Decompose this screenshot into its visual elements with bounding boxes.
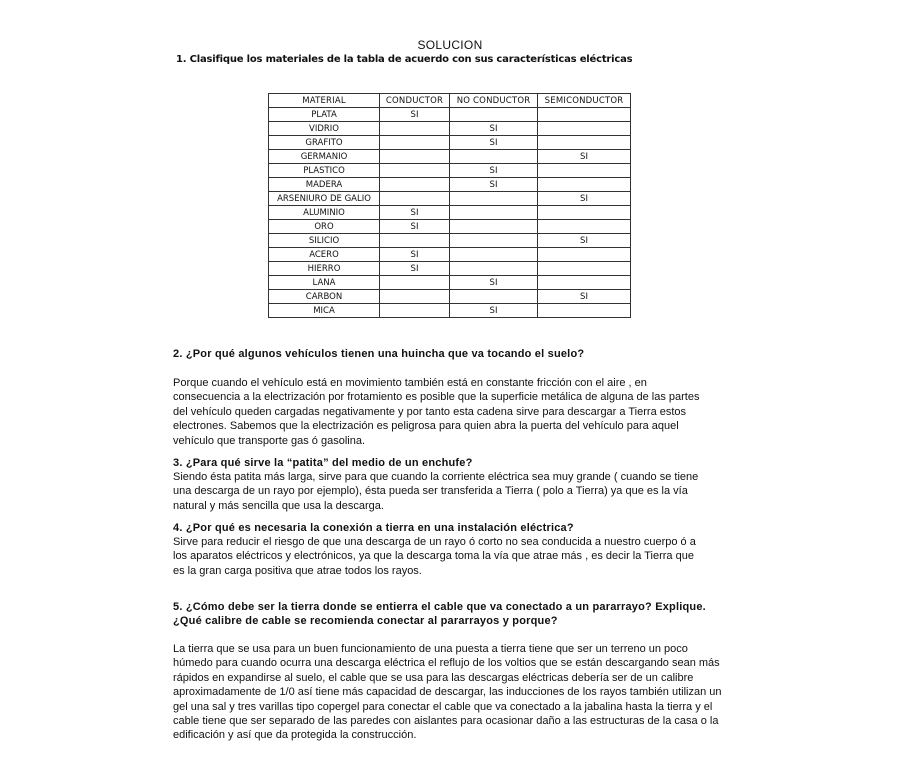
conductor-cell: SI <box>380 248 450 262</box>
answer-2: Porque cuando el vehículo está en movimiento también está en constante fricción con el aire , en consecuencia a la electrización por frotamiento es posible que la superficie metálica de alguna de las partes del vehículo queden cargadas negativamente y por tanto esta cadena sirve para descargar a Tierra estos electrones. Sabemos que la electrización es peligrosa para quien abra la puerta del vehículo para aquel vehículo que transporte gas ó gasolina. <box>173 377 700 447</box>
semiconductor-cell <box>538 220 631 234</box>
table-row <box>269 262 631 276</box>
material-cell: VIDRIO <box>269 122 380 136</box>
semiconductor-cell: SI <box>538 234 631 248</box>
table-row <box>269 122 631 136</box>
no-conductor-cell <box>450 108 538 122</box>
conductor-cell: SI <box>380 220 450 234</box>
table-row <box>269 234 631 248</box>
question-1: 1. Clasifique los materiales de la tabla de acuerdo con sus características eléctricas <box>176 54 633 65</box>
table-row <box>269 178 631 192</box>
no-conductor-cell <box>450 234 538 248</box>
table-row <box>269 164 631 178</box>
conductor-cell: SI <box>380 262 450 276</box>
no-conductor-cell <box>450 206 538 220</box>
material-cell: MADERA <box>269 178 380 192</box>
table-row <box>269 304 631 318</box>
question-3: 3. ¿Para qué sirve la “patita” del medio de un enchufe? <box>173 457 473 469</box>
semiconductor-cell <box>538 276 631 290</box>
material-cell: GERMANIO <box>269 150 380 164</box>
header-conductor: CONDUCTOR <box>380 94 450 108</box>
no-conductor-cell: SI <box>450 276 538 290</box>
page-title: SOLUCION <box>417 38 483 52</box>
question-5-line-1: 5. ¿Cómo debe ser la tierra donde se entierra el cable que va conectado a un pararrayo? Explique. <box>173 601 706 613</box>
semiconductor-cell <box>538 164 631 178</box>
material-cell: GRAFITO <box>269 136 380 150</box>
table-header-row <box>269 94 631 108</box>
semiconductor-cell <box>538 178 631 192</box>
material-cell: PLASTICO <box>269 164 380 178</box>
no-conductor-cell <box>450 248 538 262</box>
no-conductor-cell <box>450 192 538 206</box>
no-conductor-cell: SI <box>450 164 538 178</box>
question-2: 2. ¿Por qué algunos vehículos tienen una huincha que va tocando el suelo? <box>173 348 585 360</box>
material-cell: ALUMINIO <box>269 206 380 220</box>
material-cell: SILICIO <box>269 234 380 248</box>
no-conductor-cell: SI <box>450 122 538 136</box>
conductor-cell <box>380 122 450 136</box>
no-conductor-cell: SI <box>450 178 538 192</box>
table-row <box>269 290 631 304</box>
conductor-cell <box>380 178 450 192</box>
no-conductor-cell <box>450 290 538 304</box>
conductor-cell <box>380 192 450 206</box>
header-no-conductor: NO CONDUCTOR <box>450 94 538 108</box>
question-5-line-2: ¿Qué calibre de cable se recomienda conectar al pararrayos y porque? <box>173 615 558 627</box>
no-conductor-cell <box>450 220 538 234</box>
materials-table <box>268 93 631 318</box>
table-row <box>269 192 631 206</box>
table-row <box>269 276 631 290</box>
semiconductor-cell <box>538 122 631 136</box>
conductor-cell <box>380 164 450 178</box>
conductor-cell <box>380 150 450 164</box>
question-4: 4. ¿Por qué es necesaria la conexión a tierra en una instalación eléctrica? <box>173 522 574 534</box>
table-row <box>269 206 631 220</box>
table-row <box>269 108 631 122</box>
semiconductor-cell: SI <box>538 192 631 206</box>
answer-5: La tierra que se usa para un buen funcionamiento de una puesta a tierra tiene que ser un terreno un poco húmedo para cuando ocurra una descarga eléctrica el reflujo de los voltios que se están descargando sean más rápidos en expandirse al suelo, el cable que se usa para las descargas eléctricas debería ser de un calibre aproximadamente de 1/0 así tiene más capacidad de descargar, las inducciones de los rayos también utilizan un gel una sal y tres varillas tipo copergel para conectar el cable que va conectado a la jabalina hasta la tierra y el cable tiene que ser separado de las paredes con aislantes para ocasionar daño a las estructuras de la casa o la edificación y así que da protegida la construcción. <box>173 643 722 742</box>
header-semiconductor: SEMICONDUCTOR <box>538 94 631 108</box>
conductor-cell: SI <box>380 206 450 220</box>
semiconductor-cell <box>538 108 631 122</box>
semiconductor-cell: SI <box>538 150 631 164</box>
material-cell: HIERRO <box>269 262 380 276</box>
semiconductor-cell <box>538 136 631 150</box>
material-cell: PLATA <box>269 108 380 122</box>
table-row <box>269 136 631 150</box>
material-cell: ORO <box>269 220 380 234</box>
material-cell: ARSENIURO DE GALIO <box>269 192 380 206</box>
conductor-cell <box>380 290 450 304</box>
no-conductor-cell: SI <box>450 136 538 150</box>
header-material: MATERIAL <box>269 94 380 108</box>
semiconductor-cell <box>538 262 631 276</box>
material-cell: MICA <box>269 304 380 318</box>
table-row <box>269 248 631 262</box>
semiconductor-cell <box>538 248 631 262</box>
conductor-cell <box>380 234 450 248</box>
no-conductor-cell <box>450 262 538 276</box>
semiconductor-cell: SI <box>538 290 631 304</box>
answer-3: Siendo ésta patita más larga, sirve para que cuando la corriente eléctrica sea muy grande ( cuando se tiene una descarga de un rayo por ejemplo), ésta pueda ser transferida a Tierra ( polo a Tierra) ya que es la vía natural y más sencilla que usa la descarga. <box>173 471 699 512</box>
semiconductor-cell <box>538 304 631 318</box>
table-row <box>269 150 631 164</box>
material-cell: ACERO <box>269 248 380 262</box>
conductor-cell <box>380 136 450 150</box>
no-conductor-cell <box>450 150 538 164</box>
table-row <box>269 220 631 234</box>
table-body <box>269 108 631 318</box>
answer-4: Sirve para reducir el riesgo de que una descarga de un rayo ó corto no sea conducida a nuestro cuerpo ó a los aparatos eléctricos y electrónicos, ya que la descarga toma la vía que atrae más , es decir la Tierra que es la gran carga positiva que atrae todos los rayos. <box>173 536 696 577</box>
material-cell: CARBON <box>269 290 380 304</box>
conductor-cell: SI <box>380 108 450 122</box>
material-cell: LANA <box>269 276 380 290</box>
conductor-cell <box>380 276 450 290</box>
semiconductor-cell <box>538 206 631 220</box>
conductor-cell <box>380 304 450 318</box>
no-conductor-cell: SI <box>450 304 538 318</box>
